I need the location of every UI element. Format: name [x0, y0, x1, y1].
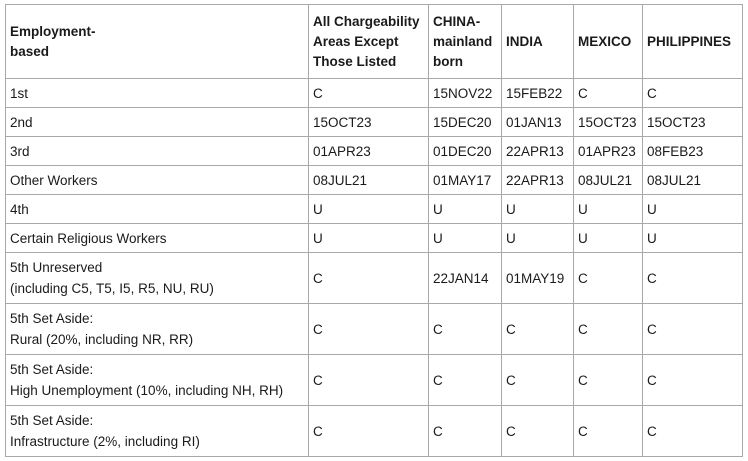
cell-china: C [429, 304, 502, 355]
table-row [6, 108, 743, 137]
cell-india: C [502, 304, 574, 355]
cell-philippines: C [643, 253, 743, 304]
cell-china: 15DEC20 [429, 108, 502, 137]
cell-india: C [502, 406, 574, 457]
header-category: Employment- based [6, 5, 309, 79]
header-row [6, 5, 743, 79]
row-category: 5th Set Aside: Rural (20%, including NR, RR) [6, 304, 309, 355]
cell-philippines: U [643, 224, 743, 253]
cell-india: U [502, 195, 574, 224]
cell-mexico: C [574, 79, 643, 108]
cell-philippines: U [643, 195, 743, 224]
cell-mexico: U [574, 224, 643, 253]
table-row [6, 79, 743, 108]
cell-philippines: 08JUL21 [643, 166, 743, 195]
table-row [6, 253, 743, 304]
cell-china: 01MAY17 [429, 166, 502, 195]
cell-all-chargeability: 01APR23 [309, 137, 429, 166]
cell-all-chargeability: 08JUL21 [309, 166, 429, 195]
cell-mexico: C [574, 355, 643, 406]
table-row [6, 406, 743, 457]
cell-china: U [429, 195, 502, 224]
cell-philippines: 08FEB23 [643, 137, 743, 166]
row-category: Other Workers [6, 166, 309, 195]
cell-mexico: U [574, 195, 643, 224]
cell-all-chargeability: C [309, 355, 429, 406]
cell-philippines: C [643, 355, 743, 406]
header-china: CHINA- mainland born [429, 5, 502, 79]
cell-philippines: C [643, 79, 743, 108]
cell-mexico: 08JUL21 [574, 166, 643, 195]
cell-china: 01DEC20 [429, 137, 502, 166]
row-category: 1st [6, 79, 309, 108]
header-all-chargeability: All Chargeability Areas Except Those Listed [309, 5, 429, 79]
cell-china: C [429, 355, 502, 406]
cell-philippines: C [643, 406, 743, 457]
cell-india: 15FEB22 [502, 79, 574, 108]
cell-china: 15NOV22 [429, 79, 502, 108]
cell-mexico: 15OCT23 [574, 108, 643, 137]
cell-india: U [502, 224, 574, 253]
cell-all-chargeability: U [309, 195, 429, 224]
visa-bulletin-table [5, 4, 743, 457]
cell-all-chargeability: C [309, 253, 429, 304]
header-philippines: PHILIPPINES [643, 5, 743, 79]
cell-china: 22JAN14 [429, 253, 502, 304]
cell-india: 22APR13 [502, 166, 574, 195]
row-category: 5th Set Aside: High Unemployment (10%, including NH, RH) [6, 355, 309, 406]
cell-mexico: C [574, 406, 643, 457]
row-category: 4th [6, 195, 309, 224]
row-category: 3rd [6, 137, 309, 166]
table-row [6, 224, 743, 253]
cell-mexico: C [574, 304, 643, 355]
cell-mexico: 01APR23 [574, 137, 643, 166]
cell-india: 01JAN13 [502, 108, 574, 137]
row-category: 2nd [6, 108, 309, 137]
cell-all-chargeability: C [309, 304, 429, 355]
row-category: 5th Unreserved (including C5, T5, I5, R5, NU, RU) [6, 253, 309, 304]
cell-all-chargeability: 15OCT23 [309, 108, 429, 137]
cell-philippines: 15OCT23 [643, 108, 743, 137]
table-row [6, 355, 743, 406]
cell-china: C [429, 406, 502, 457]
table-row [6, 304, 743, 355]
cell-india: C [502, 355, 574, 406]
cell-all-chargeability: C [309, 406, 429, 457]
cell-philippines: C [643, 304, 743, 355]
cell-india: 22APR13 [502, 137, 574, 166]
row-category: 5th Set Aside: Infrastructure (2%, including RI) [6, 406, 309, 457]
header-india: INDIA [502, 5, 574, 79]
table-row [6, 137, 743, 166]
table-row [6, 195, 743, 224]
table-row [6, 166, 743, 195]
cell-india: 01MAY19 [502, 253, 574, 304]
cell-mexico: C [574, 253, 643, 304]
cell-all-chargeability: C [309, 79, 429, 108]
cell-all-chargeability: U [309, 224, 429, 253]
cell-china: U [429, 224, 502, 253]
header-mexico: MEXICO [574, 5, 643, 79]
row-category: Certain Religious Workers [6, 224, 309, 253]
